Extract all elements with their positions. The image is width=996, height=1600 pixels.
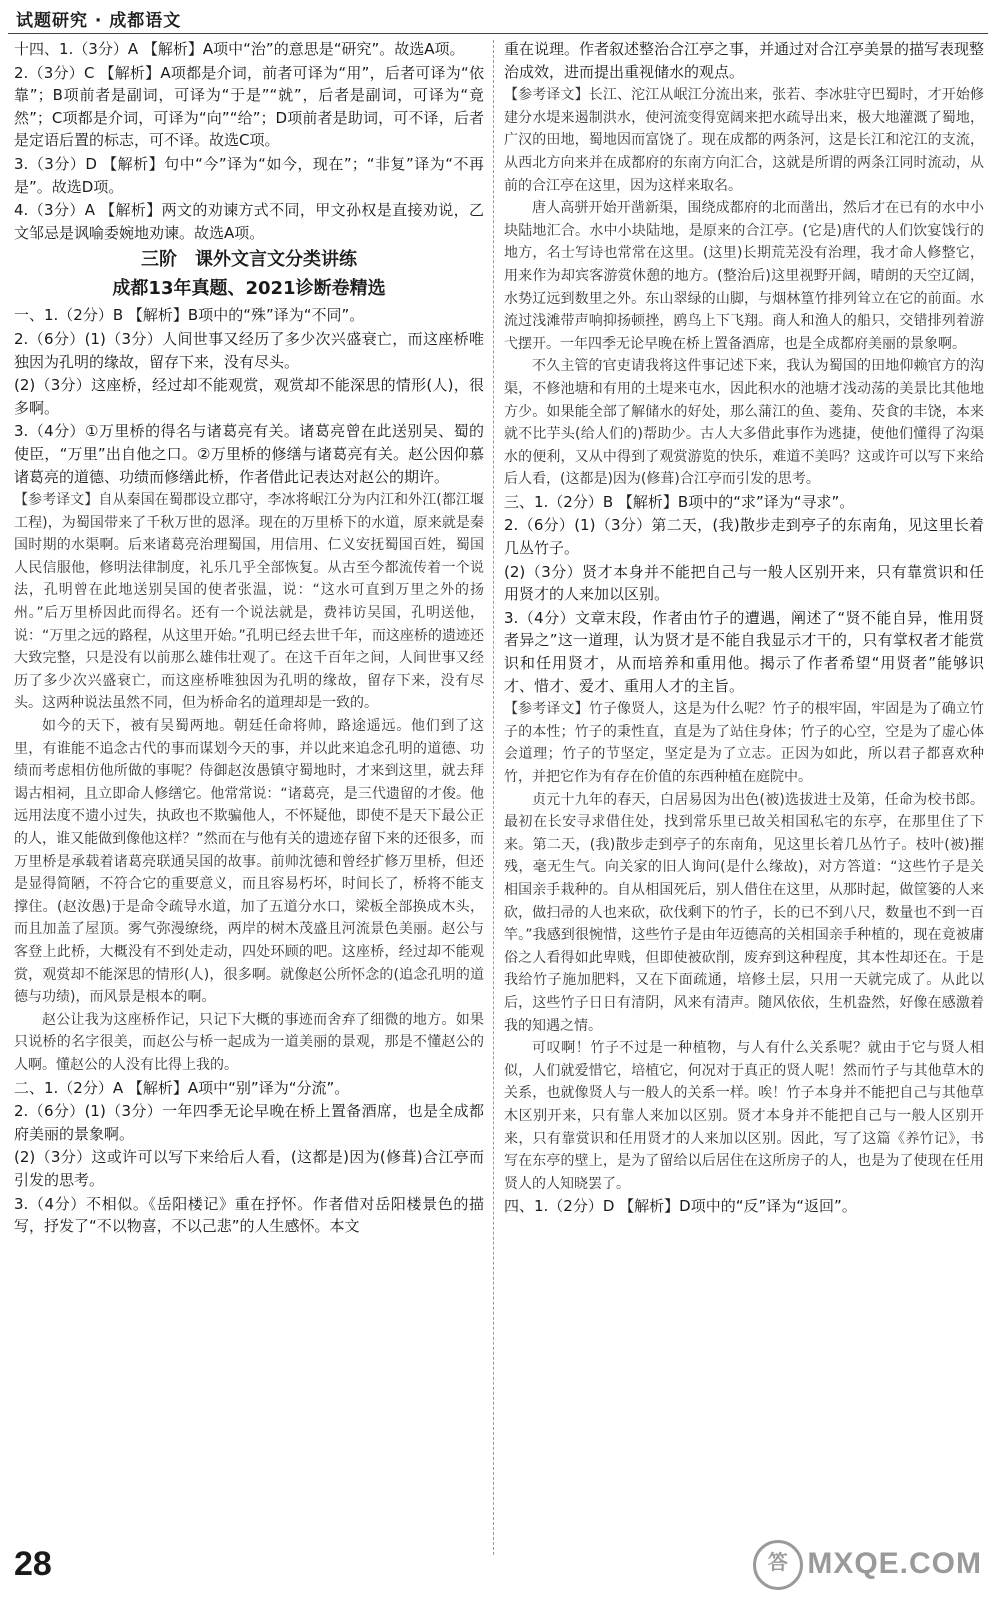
answer-2-3: 3.（4分）不相似。《岳阳楼记》重在抒怀。作者借对岳阳楼景色的描写，抒发了“不以物喜，不以己悲”的人生感怀。本文 xyxy=(14,1194,484,1236)
translation-1-para-3: 赵公让我为这座桥作记，只记下大概的事迹而舍弃了细微的地方。如果只说桥的名字很美，而赵公与桥一起成为一道美丽的景观，那是不懂赵公的人啊。懂赵公的人没有比得上我的。 xyxy=(14,1011,484,1073)
answer-3-3: 3.（4分）文章末段，作者由竹子的遭遇，阐述了“贤不能自异，惟用贤者异之”这一道理，认为贤才是不能自我显示才干的，只有掌权者才能赏识和任用贤才，从而培养和重用他。揭示了作者希望“用贤者”能够识才、惜才、爱才、重用人才的主旨。 xyxy=(504,608,984,695)
section-subtitle: 成都13年真题、2021诊断卷精选 xyxy=(112,278,386,300)
answer-3-1: 三、1.（2分）B 【解析】B项中的“求”译为“寻求”。 xyxy=(504,492,855,511)
answer-1-2-2: (2)（3分）这座桥，经过却不能观赏，观赏却不能深思的情形(人)，很多啊。 xyxy=(14,376,484,417)
answer-3-2-2: (2)（3分）贤才本身并不能把自己与一般人区别开来，只有靠赏识和任用贤才的人来加以区别。 xyxy=(504,562,984,604)
answer-14-1: 十四、1.（3分）A 【解析】A项中“治”的意思是“研究”。故选A项。 xyxy=(14,40,465,58)
header-rule xyxy=(8,33,988,34)
answer-14-4: 4.（3分）A 【解析】两文的劝谏方式不同，甲文孙权是直接劝说，乙文邹忌是讽喻委婉地劝谏。故选A项。 xyxy=(14,201,484,242)
answer-4-1: 四、1.（2分）D 【解析】D项中的“反”译为“返回”。 xyxy=(504,1197,857,1216)
answer-1-1: 一、1.（2分）B 【解析】B项中的“殊”译为“不同”。 xyxy=(14,306,365,325)
answer-2-1: 二、1.（2分）A 【解析】A项中“别”译为“分流”。 xyxy=(14,1078,350,1097)
translation-1-para-2: 如今的天下，被有吴蜀两地。朝廷任命将帅，路途遥远。他们到了这里，有谁能不追念古代的事而谋划今天的事，并以此来追念孔明的道德、功绩而考虑相仿他所做的事呢？侍御赵汝愚镇守蜀地时，才来到这里，就去拜谒古相祠，且立即命人修缮它。他常常说：“诸葛亮，是三代遗留的才俊。他远用法度不遗小过失，执政也不欺骗他人，不怀疑他，即使不是天下最公正的人，谁又能做到像他这样？”然而在与他有关的遗迹存留下来的还很多，而万里桥是承载着诸葛亮联通吴国的故事。前帅沈德和曾经扩修万里桥，但还是显得简陋，不符合它的重要意义，而且容易朽坏，时间长了，桥将不能支撑住。(赵汝愚)于是命令疏导水道，加了五道分水口，梁板全部换成木头，而且加盖了屋顶。雾气弥漫缭绕，两岸的树木茂盛且河流景色美丽。赵公与客登上此桥，大概没有不到处走动，四处环顾的吧。这座桥，经过却不能观赏，观赏却不能深思的情形(人)，很多啊。就像赵公所怀念的(追念孔明的道德与功绩)，而风景是根本的啊。 xyxy=(14,718,484,1006)
translation-3-para-3: 可叹啊！竹子不过是一种植物，与人有什么关系呢？就由于它与贤人相似，人们就爱惜它，培植它，何况对于真正的贤人呢！然而竹子与其他草木的关系，也就像贤人与一般人的关系一样。唉！竹子本身并不能把自己与其他草木区别开来，只有靠人来加以区别。贤才本身并不能把自己与一般人区别开来，只有靠赏识和任用贤才的人来加以区别。因此，写了这篇《养竹记》，书写在东亭的壁上，是为了留给以后居住在这所房子的人，也是为了使现在任用贤人的人知晓罢了。 xyxy=(504,1040,984,1192)
translation-1-para-1: 【参考译文】自从秦国在蜀郡设立郡守，李冰将岷江分为内江和外江(都江堰工程)，为蜀国带来了千秋万世的恩泽。现在的万里桥下的水道，原来就是秦国时期的水渠啊。后来诸葛亮治理蜀国，用信用、仁义安抚蜀国百姓，蜀国人民信服他，修明法律制度，礼乐几乎全部恢复。从古至今都流传着一个说法，孔明曾在此地送别吴国的使者张温，说：“这水可直到万里之外的扬州。”后万里桥因此而得名。还有一个说法就是，费祎访吴国，孔明送他，说：“万里之远的路程，从这里开始。”孔明已经去世千年，而这座桥的遗迹还大致完整，只是没有以前那么雄伟壮观了。在这千百年之间，人间世事又经历了多少次兴盛衰亡，而这座桥唯独因为孔明的缘故，留存下来，没有尽头。这两种说法虽然不同，但为桥命名的道理却是一致的。 xyxy=(14,492,484,712)
translation-3-para-2: 贞元十九年的春天，白居易因为出色(被)选拔进士及第，任命为校书郎。最初在长安寻求借住处，找到常乐里已故关相国私宅的东亭，在那里住了下来。第二天，(我)散步走到亭子的东南角，见这里长着几丛竹子。枝叶(被)摧残，毫无生气。向关家的旧人询问(是什么缘故)，对方答道：“这些竹子是关相国亲手栽种的。自从相国死后，别人借住在这里，从那时起，做筐篓的人来砍，做扫帚的人也来砍，砍伐剩下的竹子，长的已不到八尺，数量也不到一百竿。”我感到很惋惜，这些竹子是由年迈德高的关相国亲手种植的，现在竟被庸俗之人看得如此卑贱，但即使被砍削，废弃到这种程度，其本性却还在。于是我给竹子施加肥料，又在下面疏通，培修土层，只用一天就完成了。从此以后，这些竹子日日有清阴，风来有清声。随风依依，生机盎然，好像在感激着我的知遇之情。 xyxy=(504,791,984,1034)
answer-2-2-2: (2)（3分）这或许可以写下来给后人看，(这都是)因为(修葺)合江亭而引发的思考。 xyxy=(14,1148,484,1189)
answer-14-3: 3.（3分）D 【解析】句中“今”译为“如今，现在”；“非复”译为“不再是”。故选D项。 xyxy=(14,154,484,196)
answer-14-2: 2.（3分）C 【解析】A项都是介词，前者可译为“用”，后者可译为“依靠”；B项前者是副词，可译为“于是”“就”，后者是副词，可译为“竟然”；C项都是介词，可译为“向”“给”；D项前者是助词，可不译，后者是定语后置的标志，可不译。故选C项。 xyxy=(14,63,484,150)
section-title: 三阶 课外文言文分类讲练 xyxy=(141,249,357,271)
watermark-text: MXQE.COM xyxy=(807,1546,982,1580)
translation-3-para-1: 【参考译文】竹子像贤人，这是为什么呢？竹子的根牢固，牢固是为了确立竹子的本性；竹子的秉性直，直是为了站住身体；竹子的心空，空是为了虚心体会道理；竹子的节坚定，坚定是为了立志。正因为如此，所以君子都喜欢种竹，并把它作为有存在价值的东西种植在庭院中。 xyxy=(504,701,984,785)
answer-2-2-1: 2.（6分）(1)（3分）一年四季无论早晚在桥上置备酒席，也是全成都府美丽的景象啊。 xyxy=(14,1102,484,1143)
running-header: 试题研究 · 成都语文 xyxy=(16,11,182,31)
watermark-logo-icon: 答 xyxy=(753,1540,803,1590)
left-column xyxy=(14,38,484,1558)
column-divider xyxy=(493,40,494,1555)
answer-2-3-cont: 重在说理。作者叙述整治合江亭之事，并通过对合江亭美景的描写表现整治成效，进而提出重视储水的观点。 xyxy=(504,40,984,81)
answer-3-2-1: 2.（6分）(1)（3分）第二天，(我)散步走到亭子的东南角，见这里长着几丛竹子。 xyxy=(504,516,984,558)
answer-1-2-1: 2.（6分）(1)（3分）人间世事又经历了多少次兴盛衰亡，而这座桥唯独因为孔明的缘故，留存下来，没有尽头。 xyxy=(14,329,484,371)
watermark xyxy=(753,1540,982,1590)
translation-2-para-2: 唐人高骈开始开凿新渠，围绕成都府的北而凿出，然后才在已有的水中小块陆地汇合。水中小块陆地，是原来的合江亭。(它是)唐代的人们饮宴饯行的地方，名士写诗也常常在这里。(这里)长期荒芜没有治理，我才命人修整它，用来作为却宾客游赏休憩的地方。(整治后)这里视野开阔，晴朗的天空辽阔，水势辽远到数里之外。东山翠绿的山脚，与烟林篁竹排列耸立在它的前面。水流过浅滩带声响抑扬顿挫，鸥鸟上下飞翔。商人和渔人的船只，交错排列着游弋摆开。一年四季无论早晚在桥上置备酒席，也是全成都府美丽的景象啊。 xyxy=(504,200,984,352)
right-column xyxy=(504,38,984,1558)
page-number: 28 xyxy=(14,1545,52,1583)
translation-2-para-1: 【参考译文】长江、沱江从岷江分流出来，张若、李冰驻守巴蜀时，才开始修建分水堤来遏制洪水，使河流变得宽阔来把水疏导出来，极大地灌溉了蜀地，广汉的田地，蜀地因而富饶了。现在成都的两条河，这是长江和沱江的支流，从西北方向来并在成都府的东南方向汇合，这就是所谓的两条江同时流动，从前的合江亭在这里，因为这样来取名。 xyxy=(504,87,984,194)
translation-2-para-3: 不久主管的官吏请我将这件事记述下来，我认为蜀国的田地仰赖官方的沟渠，不修池塘和有用的土堤来屯水，因此积水的池塘才浅动荡的美景比其他地方少。如果能全部了解储水的好处，那么蒲江的鱼、菱角、芡食的丰饶，本来就不比芋头(给人们的)帮助少。古人大多借此事作为逃捷，使他们懂得了沟渠水的便利，又从中得到了观赏游览的快乐，难道不美吗？这或许可以写下来给后人看，(这都是)因为(修葺)合江亭而引发的思考。 xyxy=(504,358,984,488)
answer-1-3: 3.（4分）①万里桥的得名与诸葛亮有关。诸葛亮曾在此送别吴、蜀的使臣，“万里”出自他之口。②万里桥的修缮与诸葛亮有关。赵公因仰慕诸葛亮的道德、功绩而修缮此桥，作者借此记表达对赵公的期许。 xyxy=(14,422,484,486)
